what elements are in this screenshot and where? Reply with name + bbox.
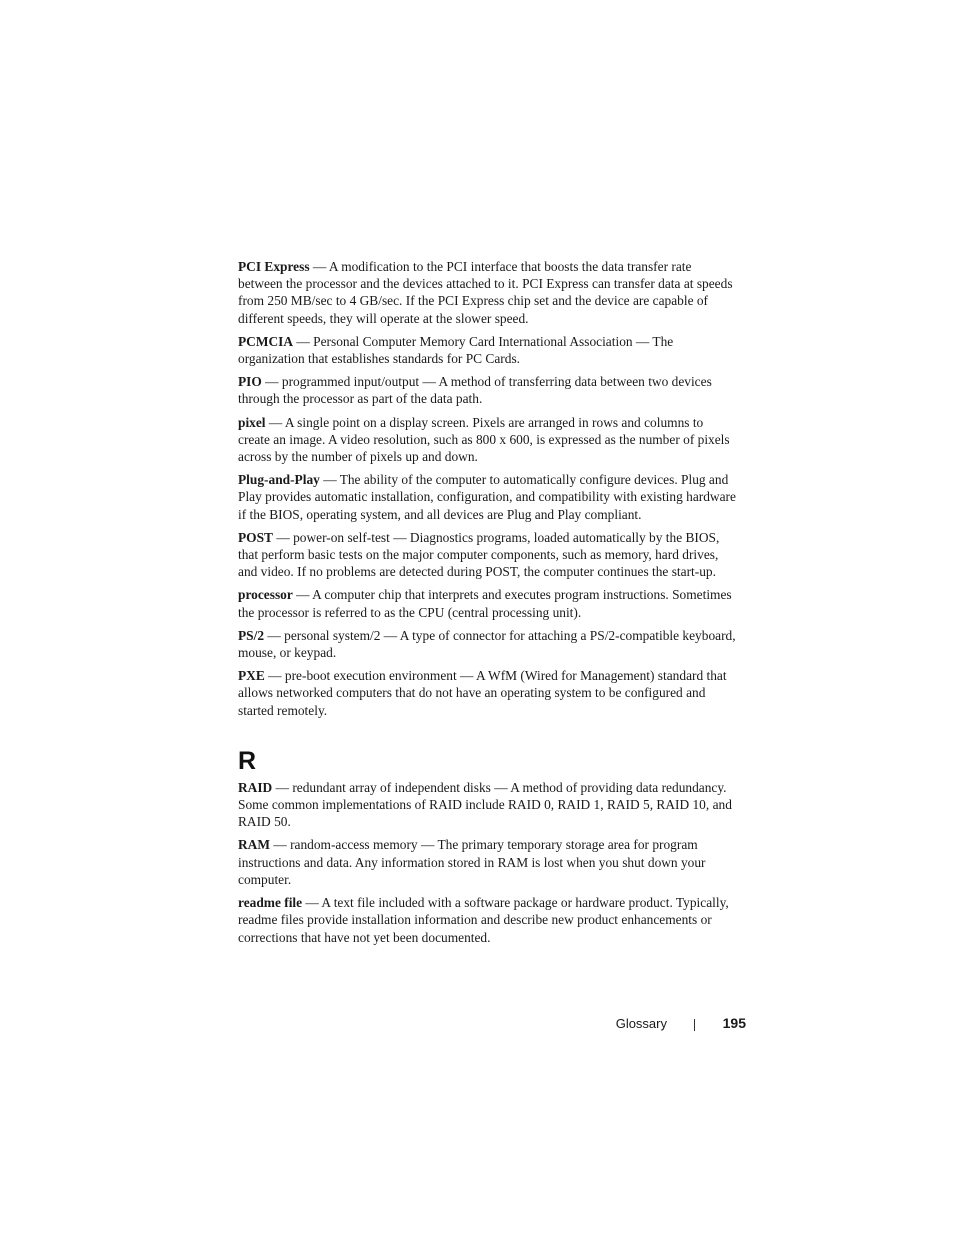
glossary-term: Plug-and-Play: [238, 472, 320, 488]
glossary-entry-post: [238, 529, 738, 581]
glossary-term: PCMCIA: [238, 333, 294, 349]
glossary-entry-pxe: [238, 667, 738, 719]
footer-section-title: Glossary: [615, 1016, 667, 1031]
glossary-entry-pcmcia: [238, 333, 738, 367]
glossary-definition: — A modification to the PCI interface that boosts the data transfer rate between the processor and the devices attached to it. PCI Express can transfer data at speeds from 250 MB/sec to 4 GB/sec. If the PCI Express chip set and the device are capable of different speeds, they will operate at the slower speed.: [238, 259, 733, 326]
glossary-entry-plug-and-play: [238, 471, 738, 523]
glossary-term: RAID: [238, 779, 273, 795]
glossary-term: processor: [238, 587, 293, 603]
glossary-definition: — power-on self-test — Diagnostics programs, loaded automatically by the BIOS, that perform basic tests on the major computer components, such as memory, hard drives, and video. If no problems are detected during POST, the computer continues the start-up.: [238, 529, 720, 580]
glossary-entry-pio: [238, 373, 738, 407]
glossary-definition: — redundant array of independent disks — A method of providing data redundancy. Some common implementations of RAID include RAID 0, RAID 1, RAID 5, RAID 10, and RAID 50.: [238, 779, 732, 830]
glossary-definition: — pre-boot execution environment — A WfM (Wired for Management) standard that allows networked computers that do not have an operating system to be configured and started remotely.: [238, 668, 727, 718]
glossary-term: PCI Express: [238, 259, 310, 274]
glossary-entry-processor: [238, 586, 738, 620]
glossary-term: PXE: [238, 668, 265, 684]
glossary-entry-ram: [238, 836, 738, 888]
glossary-definition: — personal system/2 — A type of connector for attaching a PS/2-compatible keyboard, mouse, or keypad.: [238, 627, 736, 661]
glossary-term: POST: [238, 529, 273, 545]
glossary-definition: — random-access memory — The primary temporary storage area for program instructions and data. Any information stored in RAM is lost when you shut down your computer.: [238, 837, 706, 887]
footer-separator: [694, 1019, 695, 1031]
glossary-column: [238, 258, 738, 952]
glossary-term: RAM: [238, 837, 270, 853]
glossary-definition: — A text file included with a software package or hardware product. Typically, readme files provide installation information and describe new product enhancements or corrections that have not yet been documented.: [238, 895, 729, 945]
glossary-definition: — programmed input/output — A method of transferring data between two devices through the processor as part of the data path.: [238, 374, 712, 407]
page-footer: [560, 1015, 746, 1035]
glossary-definition: — A single point on a display screen. Pixels are arranged in rows and columns to create an image. A video resolution, such as 800 x 600, is expressed as the number of pixels across by the number of pixels up and down.: [238, 414, 730, 465]
section-heading-r: R: [238, 746, 257, 775]
glossary-term: PIO: [238, 374, 262, 390]
glossary-term: PS/2: [238, 627, 265, 643]
glossary-definition: — A computer chip that interprets and executes program instructions. Sometimes the processor is referred to as the CPU (central processing unit).: [238, 587, 732, 620]
page-number: 195: [722, 1015, 746, 1031]
glossary-definition: — The ability of the computer to automatically configure devices. Plug and Play provides automatic installation, configuration, and compatibility with existing hardware if the BIOS, operating system, and all devices are Plug and Play compliant.: [238, 472, 736, 522]
glossary-term: readme file: [238, 895, 303, 911]
glossary-entry-readme-file: [238, 894, 738, 946]
glossary-definition: — Personal Computer Memory Card International Association — The organization that establishes standards for PC Cards.: [238, 333, 674, 367]
glossary-entry-ps2: [238, 627, 738, 661]
glossary-entry-pixel: [238, 414, 738, 466]
glossary-entry-pci-express: [238, 258, 738, 327]
glossary-term: pixel: [238, 414, 266, 430]
glossary-entry-raid: [238, 779, 738, 831]
